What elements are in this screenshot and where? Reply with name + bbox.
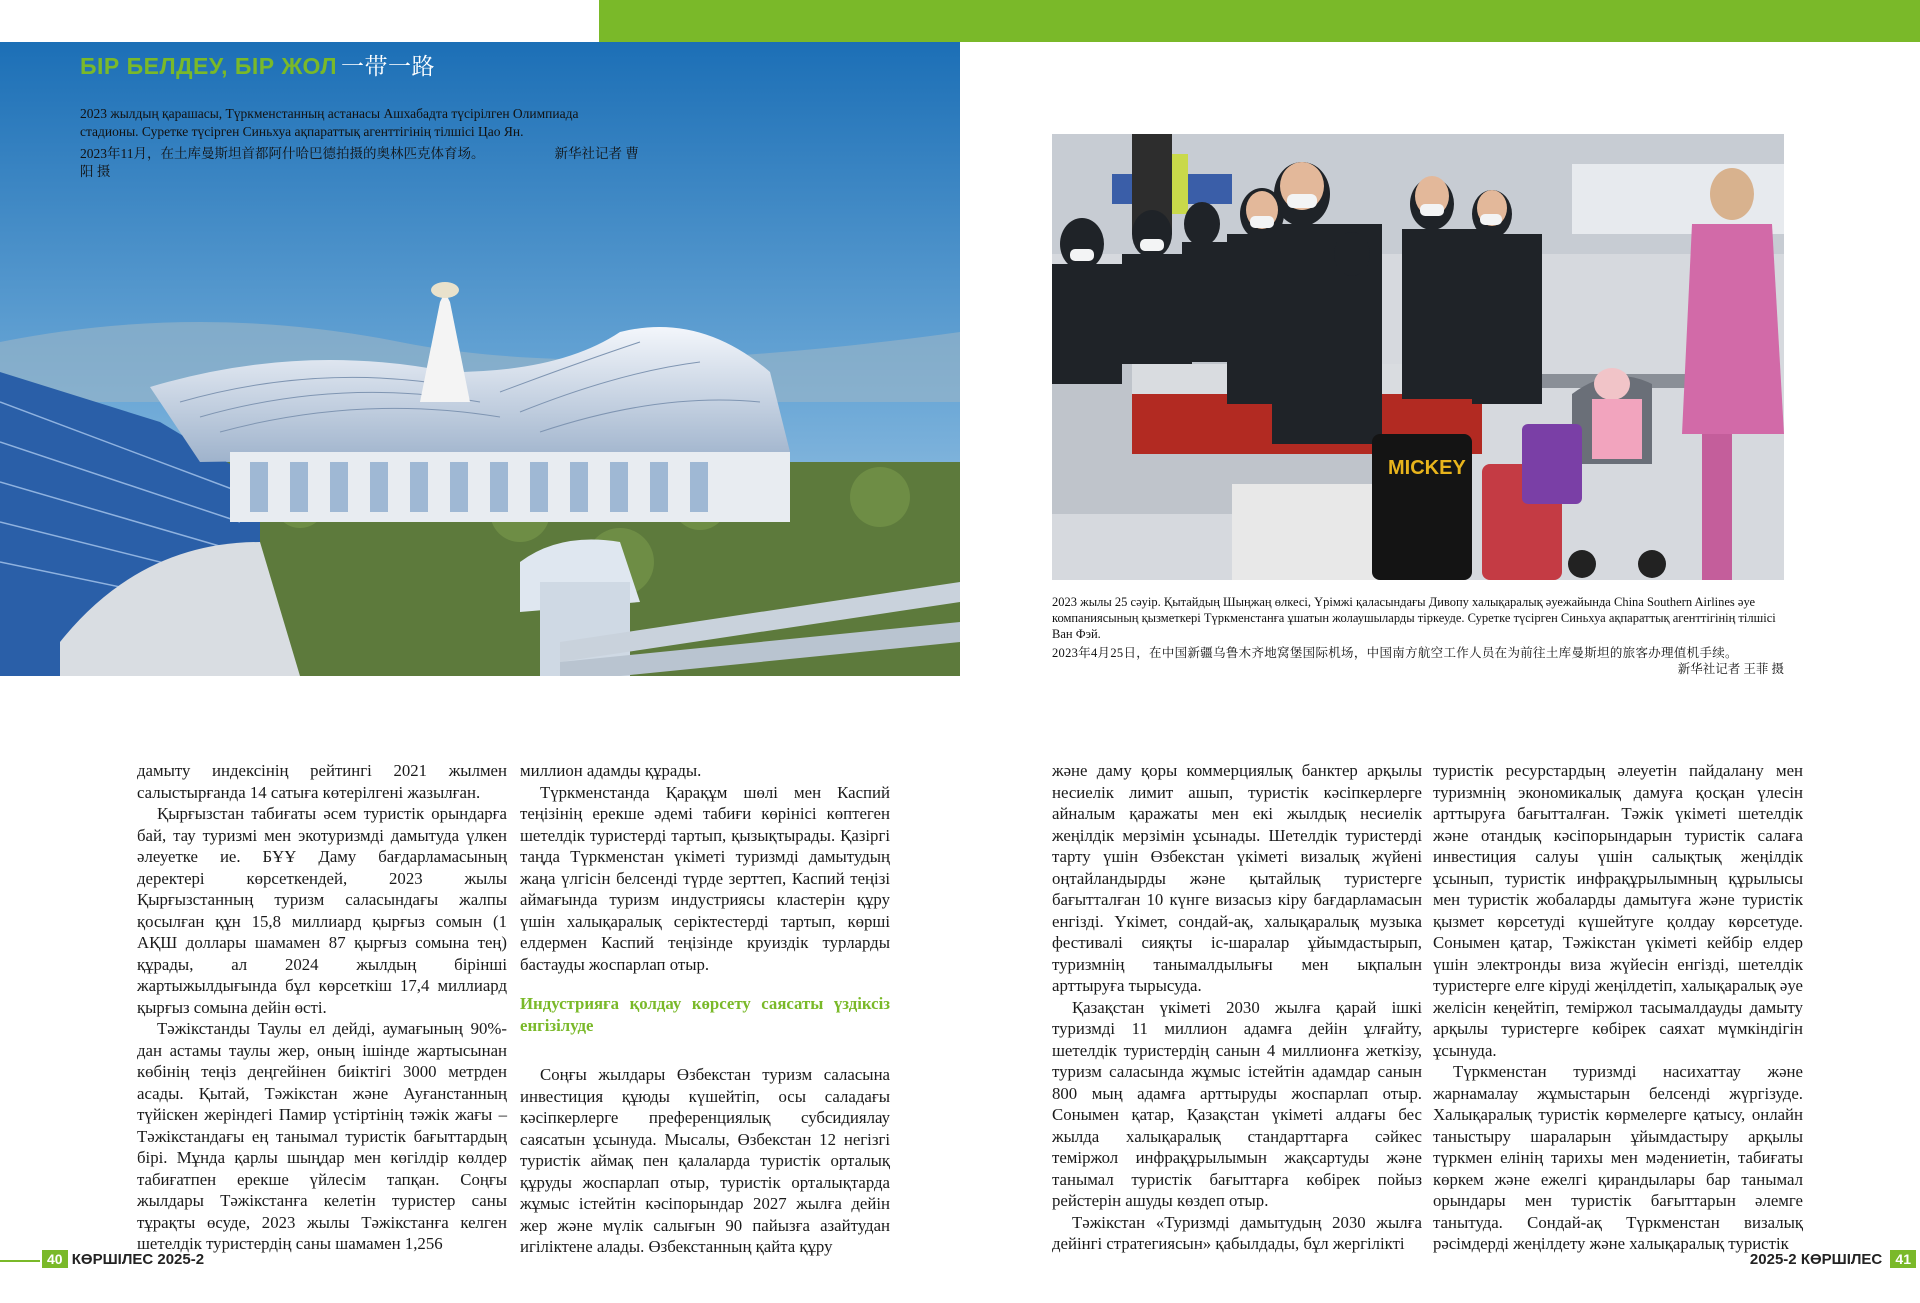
text-column-4 [1433, 760, 1803, 1255]
stadium-photo-caption [80, 105, 640, 181]
paragraph: дамыту индексінің рейтингі 2021 жылмен салыстырғанда 14 сатыға көтерілгені жазылған. [137, 761, 507, 802]
issue-right: 2025-2 [1749, 1251, 1797, 1268]
page-number-right: 41 [1890, 1250, 1916, 1268]
section-title: БІР БЕЛДЕУ, БІР ЖОЛ 一带一路 [80, 53, 435, 79]
caption-cn: 2023年11月，在土库曼斯坦首都阿什哈巴德拍摄的奥林匹克体育场。 新华社记者 曹阳 摄 [80, 146, 639, 179]
page-number-left: 40 [42, 1250, 68, 1268]
section-title-cn: 一带一路 [340, 53, 435, 79]
airport-checkin-photo [1052, 134, 1784, 580]
paragraph: Соңғы жылдары Өзбекстан туризм саласына инвестиция құюды күшейтіп, осы саладағы кәсіпкерлерге преференциялық субсидиялау саясатын ұсынуда. Мысалы, Өзбекстан 12 негізгі туристік аймақ пен қалаларда туристік орталық құруды жоспарлап отыр, туристік орталықтарда жұмыс істейтін кәсіпорындар 2027 жылға дейін жер және мүлік салығын 90 пайызға азайтудан игіліктене алады. Өзбекстанның қайта құру [520, 1065, 890, 1256]
paragraph: және даму қоры коммерциялық банктер арқылы несиелік лимит ашып, туристік кәсіпкерлерге айналым қаражаты мен екі жылдық несиелік жеңілдік мерзімін ұсынады. Шетелдік туристерді тарту үшін Өзбекстан үкіметі визалық жүйені оңтайландырды және қытайлық туристерге бағытталған 10 күнге визасыз кіру бағдарламасын енгізді. Үкімет, сондай-ақ, халықаралық музыка фестивалі сияқты іс-шаралар ұйымдастырып, туризмнің танымалдылығы мен ықпалын арттыруға тырысуда. [1052, 761, 1422, 995]
caption-credit: 新华社记者 王菲 摄 [1677, 662, 1784, 676]
magazine-name-right: КӨРШІЛЕС [1800, 1251, 1883, 1268]
magazine-name-left: КӨРШІЛЕС [71, 1251, 154, 1268]
issue-left: 2025-2 [157, 1251, 205, 1268]
footer-left [0, 1250, 204, 1268]
header-green-bar [599, 0, 1920, 42]
caption-kz: 2023 жылы 25 сәуір. Қытайдың Шыңжаң өлкесі, Үрімжі қаласындағы Дивопу халықаралық әуежайында China Southern Airlines әуе компаниясының қызметкері Түркменстанға ұшатын жолаушыларды тіркеуде. Суретке түсірген Синьхуа ақпараттық агенттігінің тілшісі Ван Фэй. [1052, 595, 1776, 641]
footer-right [1750, 1250, 1920, 1268]
caption-credit: 新华社记者 曹阳 摄 [80, 146, 639, 179]
text-column-1 [137, 760, 507, 1255]
text-column-2 [520, 760, 890, 1258]
paragraph: туристік ресурстардың әлеуетін пайдалану мен туризмнің экономикалық дамуға қосқан үлесін арттыруға бағытталған. Тәжік үкіметі шетелдік және отандық кәсіпорындарын туристік салаға инвестиция салуы үшін салықтық жеңілдік ұсынып, туристік инфрақұрылымның құрылысы мен туристік жобаларды дамытуға және туристік қызмет көрсетуді күшейтуге қолдау көрсетуде. Сонымен қатар, Тәжікстан үкіметі кейбір елдер үшін электронды виза жүйесін енгізді, шетелдік туристерге елге кіруді жеңілдетіп, халықаралық әуе желісін кеңейтіп, теміржол тасымалдауды дамыту арқылы туристерге көбірек саяхат мүмкіндігін ұсынуда. [1433, 761, 1803, 1060]
paragraph: Түркменстан туризмді насихаттау және жарнамалау жұмыстарын белсенді жүргізуде. Халықаралық туристік көрмелерге қатысу, онлайн таныстыру шараларын ұйымдастыру арқылы түркмен елінің тарихы мен мәдениетін, табиғаты көркем және ежелгі қирандылары бар танымал орындары мен туристік бағыттарын әлемге танытуда. Сондай-ақ Түркменстан визалық рәсімдерді жеңілдету және халықаралық туристік [1433, 1062, 1803, 1253]
caption-kz: 2023 жылдың қарашасы, Түркменстанның астанасы Ашхабадта түсірілген Олимпиада стадионы. Суретке түсірген Синьхуа ақпараттық агенттігінің тілшісі Цао Ян. [80, 106, 579, 139]
paragraph: Қазақстан үкіметі 2030 жылға қарай ішкі туризмді 11 миллион адамға дейін ұлғайту, шетелдік туристердің санын 4 миллионға жеткізу, туризм саласында жұмыс істейтін адамдар санын 800 мың адамға арттыруды жоспарлап отыр. Сонымен қатар, Қазақстан үкіметі алдағы бес жылда халықаралық стандарттарға сәйкес теміржол инфрақұрылымын жақсартуды және танымал туристік бағыттарға көбірек пойыз рейстерін ашуды көздеп отыр. [1052, 997, 1422, 1210]
mickey-suitcase-label: MICKEY [1388, 457, 1466, 479]
paragraph: миллион адамды құрады. [520, 761, 702, 780]
paragraph: Қырғызстан табиғаты әсем туристік орындарға бай, тау туризмі мен экотуризмді дамытуда үлкен әлеуетке ие. БҰҰ Даму бағдарламасының деректері көрсеткендей, 2023 жылы Қырғызстанның туризм саласындағы жалпы қосылған құн 15,8 миллиард қырғыз сомын (1 АҚШ доллары шамамен 87 қырғыз сомына тең) құрады, ал 2024 жылдың бірінші жартыжылдығында бұл көрсеткіш 17,4 миллиард қырғыз сомына дейін өсті. [137, 804, 507, 1017]
paragraph: Түркменстанда Қарақұм шөлі мен Каспий теңізінің ерекше әдемі табиғи көрінісі көптеген шетелдік туристерді тартып, қызықтырады. Қазіргі таңда Түркменстан үкіметі туризмді дамытудың жаңа үлгісін белсенді түрде зерттеп, Каспий теңізі аймағында туризм индустриясы кластерін құру үшін халықаралық серіктестерді тартып, көрші елдермен Каспий теңізінде круиздік турларды бастауды жоспарлап отыр. [520, 782, 890, 974]
paragraph: Тәжікстан «Туризмді дамытудың 2030 жылға дейінгі стратегиясын» қабылдады, бұл жергілікті [1052, 1212, 1422, 1253]
subheading: Индустрияға қолдау көрсету саясаты үздіксіз енгізілуде [520, 994, 890, 1035]
caption-cn: 2023年4月25日，在中国新疆乌鲁木齐地窝堡国际机场，中国南方航空工作人员在为前往土库曼斯坦的旅客办理值机手续。 [1052, 646, 1738, 660]
airport-photo-caption [1052, 594, 1784, 677]
text-column-3 [1052, 760, 1422, 1255]
paragraph: Тәжікстанды Таулы ел дейді, аумағының 90%-дан астамы таулы жер, оның ішінде жартысынан көбінің теңіз деңгейінен биіктігі 3000 метрден асады. Қытай, Тәжікстан және Ауғанстанның түйіскен жеріндегі Памир үстіртінің тәжік жағы – Тәжікстандағы ең танымал туристік бағыттардың бірі. Мұнда қарлы шыңдар мен көгілдір көлдер табиғатпен ерекше үйлесім тапқан. Соңғы жылдары Тәжікстанға келетін туристер саны тұрақты өсуде, 2023 жылы Тәжікстанға келген шетелдік туристердің саны шамамен 1,256 [137, 1019, 507, 1253]
